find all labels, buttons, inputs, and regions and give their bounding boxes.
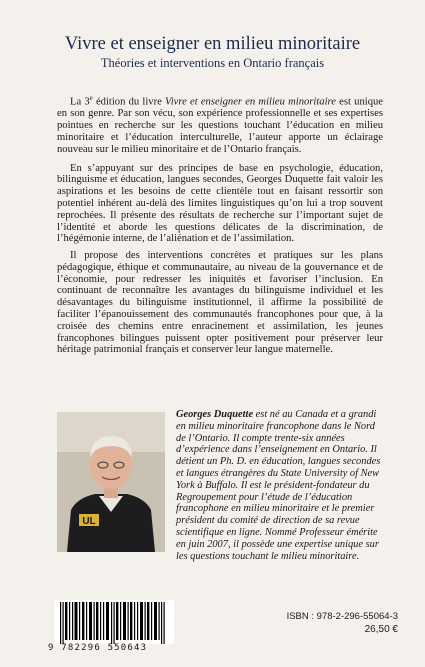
description — [57, 93, 383, 361]
price: 26,50 € — [364, 624, 398, 635]
author-bio — [176, 409, 386, 562]
author-name: Georges Duquette — [176, 409, 254, 420]
author-portrait-illustration — [57, 412, 165, 552]
author-bio-text: est né au Canada et a grandi en milieu minoritaire francophone dans le Nord de l’Ontario. Il compte trente-six années d’expérience dans l’enseignement en Ontario. Il détient un Ph. D. en éducation, langues secondes et langues étrangères du State University of New York à Buffalo. Il est le président-fondateur du Regroupement pour l’étude de l’éducation francophone en milieu minoritaire et le premier président du comité de direction de sa revue scientifique en ligne. Nommé Professeur émérite en juin 2007, il possède une expertise unique sur les questions touchant le milieu minoritaire. — [176, 409, 381, 562]
book-title-reference: Vivre et enseigner en milieu minoritaire — [165, 96, 336, 108]
barcode — [54, 600, 174, 644]
book-title: Vivre et enseigner en milieu minoritaire — [64, 34, 361, 54]
author-photo — [57, 412, 165, 552]
isbn: ISBN : 978-2-296-55064-3 — [286, 611, 398, 622]
shirt-logo: UL — [82, 516, 96, 527]
book-subtitle: Théories et interventions en Ontario français — [100, 56, 325, 70]
description-paragraph-1: La 3e édition du livre Vivre et enseigner en milieu minoritaire est unique en son genre. Par son vécu, son expérience professionnelle et ses expertises pointues en recherche sur les questions touchant l’éducation en milieu minoritaire et l’éducation interculturelle, l’auteur apporte un éclairage nouveau sur le milieu minoritaire et de l’Ontario français. — [57, 94, 383, 155]
description-paragraph-3: Il propose des interventions concrètes et pratiques sur les plans pédagogique, éthique et communautaire, au niveau de la gouvernance et de l’économie, pour redresser les iniquités et favoriser l’inclusion. En continuant de reconnaître les avantages du bilinguisme individuel et les désavantages du bilinguisme institutionnel, il affirme la possibilité de faciliter l’épanouissement des communautés francophones pour que, à la croisée des chemins entre enracinement et assimilation, les jeunes francophones bilingues puissent opter positivement pour préserver leur héritage patrimonial français et conserver leur langue maternelle. — [57, 250, 383, 356]
description-paragraph-2: En s’appuyant sur des principes de base en psychologie, éducation, bilinguisme et éducation, langues secondes, Georges Duquette fait valoir les aspirations et les besoins de cette clientèle tout en faisant ressortir son potentiel inhérent au-delà des limites linguistiques qu’on lui a trop souvent reprochées. Il présente des résultats de recherche sur l’important sujet de l’identité et aborde les questions délicates de la discrimination, de l’hégémonie interne, de l’aliénation et de l’assimilation. — [57, 162, 383, 245]
barcode-number: 9 782296 550643 — [48, 643, 148, 653]
